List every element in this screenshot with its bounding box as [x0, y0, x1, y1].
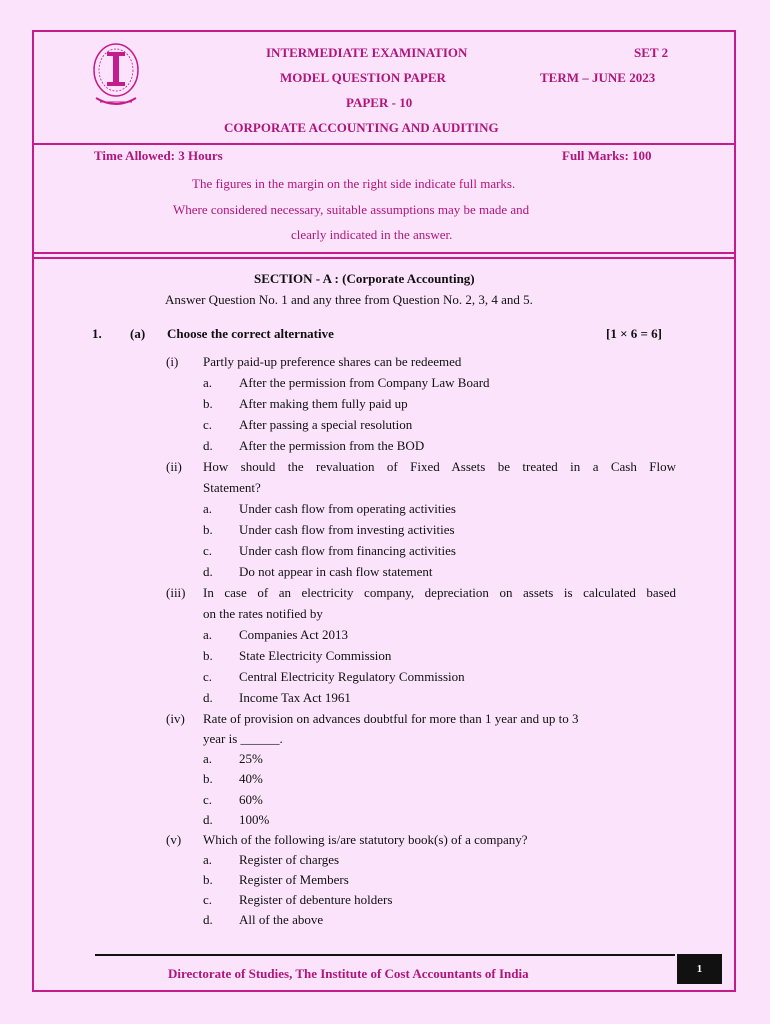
option-text: Income Tax Act 1961 [239, 690, 351, 705]
option-text: Do not appear in cash flow statement [239, 564, 433, 579]
option-label: d. [203, 912, 213, 927]
footer-org: Directorate of Studies, The Institute of Cost Accountants of India [168, 966, 529, 981]
option-label: d. [203, 690, 213, 705]
section-title: SECTION - A : (Corporate Accounting) [254, 271, 475, 286]
sub-question-text: In case of an electricity company, depreciation on assets is calculated based [203, 585, 676, 600]
option-label: a. [203, 751, 213, 766]
option-text: 25% [239, 751, 263, 766]
option-text: After the permission from Company Law Board [239, 375, 490, 390]
option-text: 60% [239, 792, 263, 807]
paper-number: PAPER - 10 [346, 95, 413, 110]
option-text: 100% [239, 812, 270, 827]
option-label: b. [203, 396, 213, 411]
option-label: d. [203, 812, 213, 827]
sub-question-label: (v) [166, 832, 182, 847]
option-label: a. [203, 501, 213, 516]
option-label: c. [203, 669, 213, 684]
sub-question-text-cont: year is ______. [203, 731, 283, 746]
sub-question-text: How should the revaluation of Fixed Assets be treated in a Cash Flow [203, 459, 676, 474]
option-text: After the permission from the BOD [239, 438, 425, 453]
footer-rule [95, 954, 675, 956]
option-label: b. [203, 522, 213, 537]
sub-question-text-cont: on the rates notified by [203, 606, 323, 621]
option-text: All of the above [239, 912, 324, 927]
set-label: SET 2 [634, 45, 669, 60]
option-label: d. [203, 564, 213, 579]
sub-question-text: Which of the following is/are statutory book(s) of a company? [203, 832, 528, 847]
question-number: 1. [92, 326, 102, 341]
sub-question-text: Partly paid-up preference shares can be redeemed [203, 354, 462, 369]
question-marks: [1 × 6 = 6] [606, 326, 662, 341]
option-label: c. [203, 417, 213, 432]
option-text: After making them fully paid up [239, 396, 408, 411]
institute-logo-icon [90, 38, 142, 112]
page-number: 1 [677, 954, 722, 984]
option-text: State Electricity Commission [239, 648, 392, 663]
option-label: c. [203, 792, 213, 807]
option-label: b. [203, 771, 213, 786]
question-part: (a) [130, 326, 146, 341]
option-text: Register of debenture holders [239, 892, 393, 907]
note-line-3: clearly indicated in the answer. [291, 227, 453, 242]
option-text: Register of charges [239, 852, 340, 867]
option-text: Under cash flow from financing activities [239, 543, 456, 558]
option-text: Register of Members [239, 872, 349, 887]
paper-type: MODEL QUESTION PAPER [280, 70, 446, 85]
option-text: Central Electricity Regulatory Commission [239, 669, 465, 684]
option-text: After passing a special resolution [239, 417, 413, 432]
time-allowed: Time Allowed: 3 Hours [94, 148, 223, 163]
sub-question-label: (iii) [166, 585, 186, 600]
sub-question-label: (i) [166, 354, 179, 369]
option-label: c. [203, 543, 213, 558]
sub-question-text: Rate of provision on advances doubtful for more than 1 year and up to 3 [203, 711, 579, 726]
question-heading: Choose the correct alternative [167, 326, 334, 341]
term-label: TERM – JUNE 2023 [540, 70, 656, 85]
option-label: b. [203, 648, 213, 663]
sub-question-text-cont: Statement? [203, 480, 261, 495]
note-line-1: The figures in the margin on the right side indicate full marks. [192, 176, 516, 191]
header-divider [32, 143, 736, 145]
subject-title: CORPORATE ACCOUNTING AND AUDITING [224, 120, 499, 135]
info-divider-top [32, 252, 736, 254]
full-marks: Full Marks: 100 [562, 148, 652, 163]
sub-question-label: (iv) [166, 711, 185, 726]
note-line-2: Where considered necessary, suitable assumptions may be made and [173, 202, 530, 217]
info-divider-bottom [32, 257, 736, 259]
section-instruction: Answer Question No. 1 and any three from Question No. 2, 3, 4 and 5. [165, 292, 533, 307]
option-label: c. [203, 892, 213, 907]
option-label: b. [203, 872, 213, 887]
sub-question-label: (ii) [166, 459, 182, 474]
option-label: d. [203, 438, 213, 453]
option-text: Companies Act 2013 [239, 627, 349, 642]
option-label: a. [203, 375, 213, 390]
option-text: Under cash flow from investing activities [239, 522, 455, 537]
option-text: 40% [239, 771, 263, 786]
option-label: a. [203, 627, 213, 642]
exam-title: INTERMEDIATE EXAMINATION [266, 45, 468, 60]
option-label: a. [203, 852, 213, 867]
option-text: Under cash flow from operating activities [239, 501, 456, 516]
